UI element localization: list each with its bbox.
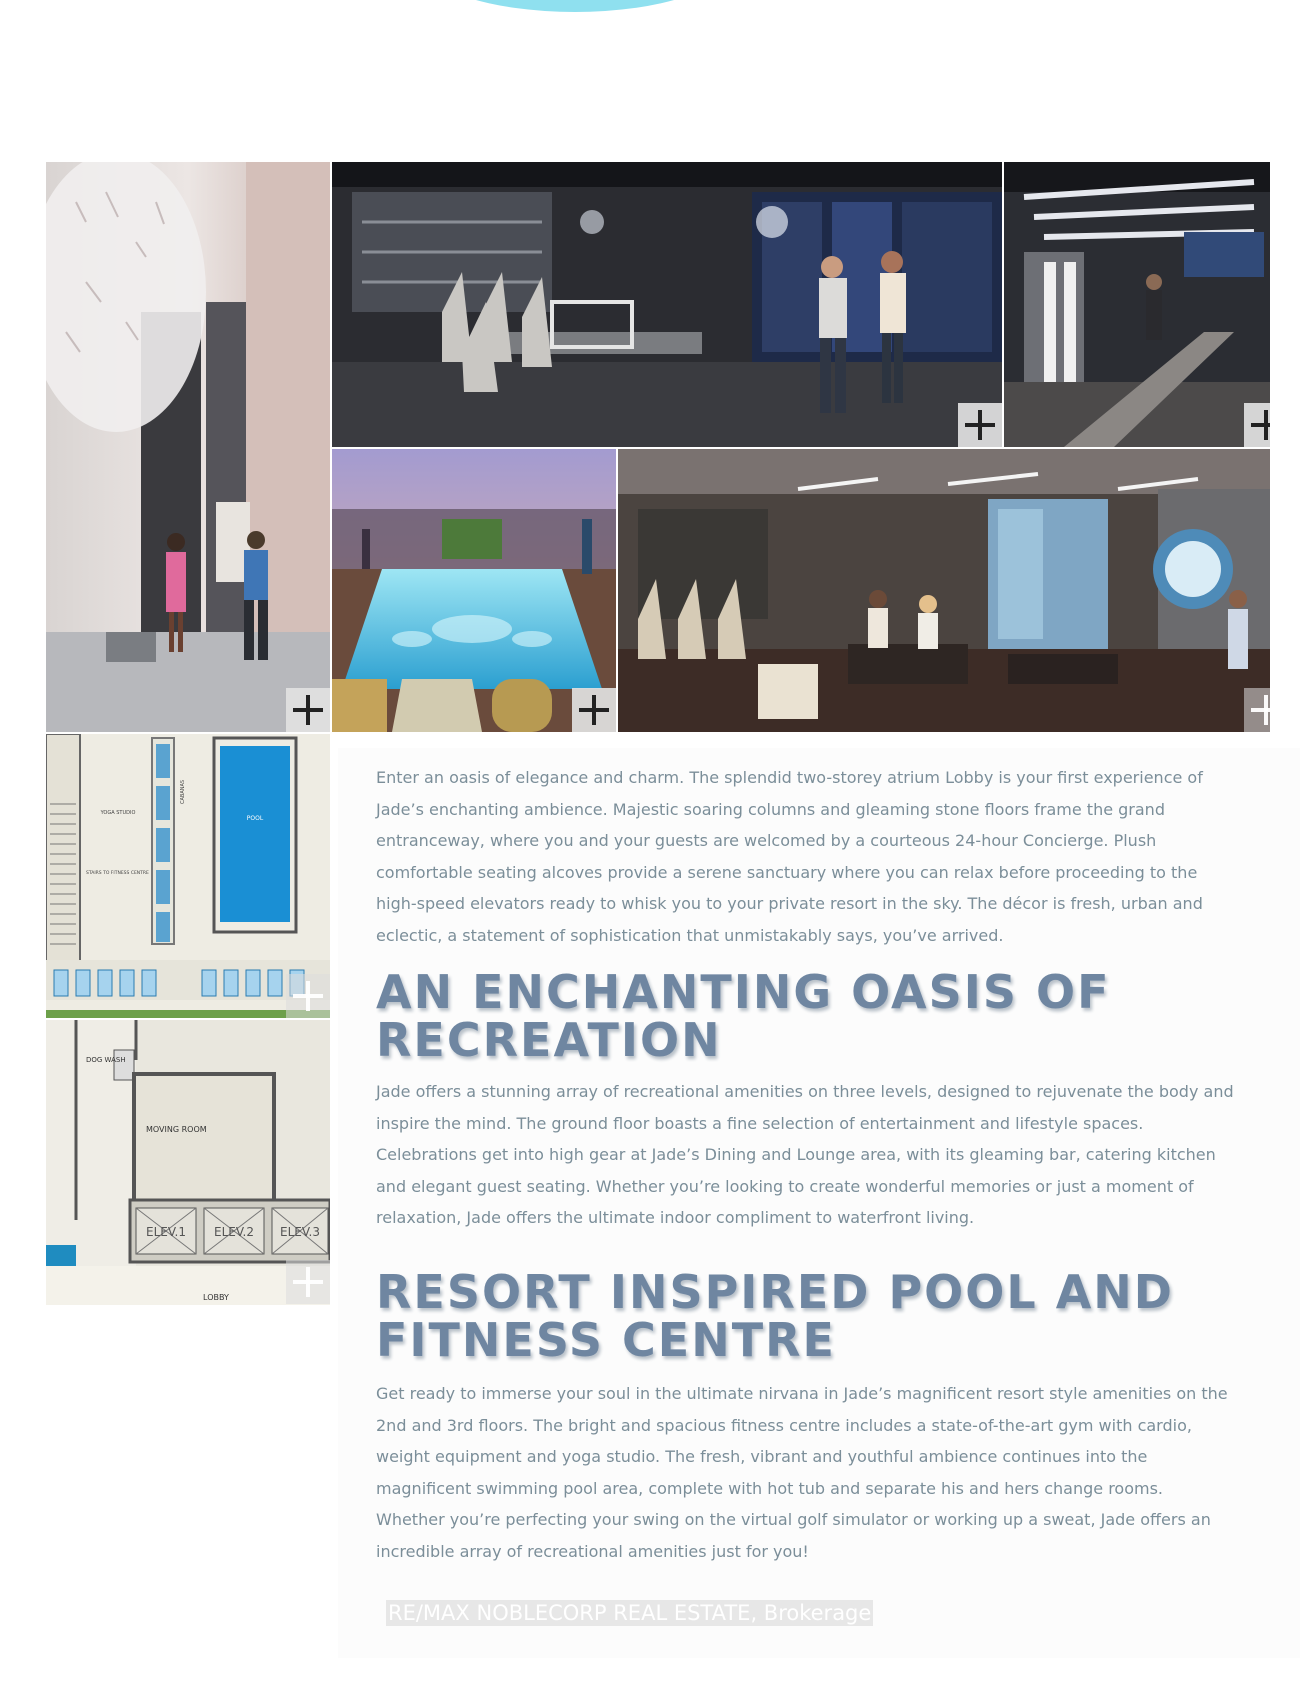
heading-enchanting-oasis: AN ENCHANTING OASIS OF RECREATION	[376, 965, 1111, 1067]
expand-photo-button[interactable]	[286, 974, 330, 1018]
floorplan-lobby-level[interactable]	[46, 1020, 330, 1305]
floorplan-label-cabana: CABANAS	[180, 779, 186, 804]
expand-photo-button[interactable]	[286, 1260, 330, 1304]
floorplan-label-dog-wash: DOG WASH	[86, 1056, 126, 1064]
heading-pool-fitness: RESORT INSPIRED POOL AND FITNESS CENTRE	[376, 1265, 1174, 1367]
floorplan-label-elev-3: ELEV.3	[280, 1225, 320, 1239]
floorplan-label-yoga: YOGA STUDIO	[100, 810, 136, 816]
intro-paragraph: Enter an oasis of elegance and charm. The splendid two-storey atrium Lobby is your first experience of Jade’s enchanting ambience. Majestic soaring columns and gleaming stone floors frame the grand entranceway, where you and your guests are welcomed by a courteous 24-hour Concierge. Plush comfortable seating alcoves provide a serene sanctuary where you can relax before proceeding to the high-speed elevators ready to whisk you to your private resort in the sky. The décor is fresh, urban and eclectic, a statement of sophistication that unmistakably says, you’ve arrived.	[376, 768, 1203, 945]
photo-party-lounge[interactable]	[618, 449, 1270, 732]
expand-photo-button[interactable]	[1244, 688, 1270, 732]
recreation-paragraph: Jade offers a stunning array of recreational amenities on three levels, designed to rejuvenate the body and inspire the mind. The ground floor boasts a fine selection of entertainment and lifestyle spaces. Celebrations get into high gear at Jade’s Dining and Lounge area, with its gleaming bar, catering kitchen and elegant guest seating. Whether you’re looking to create wonderful memories or just a moment of relaxation, Jade offers the ultimate indoor compliment to waterfront living.	[376, 1082, 1234, 1227]
amenities-content	[338, 748, 1300, 1658]
photo-fitness-gym[interactable]	[1004, 162, 1270, 447]
photo-dining-lounge[interactable]	[332, 162, 1002, 447]
floorplan-label-elev-2: ELEV.2	[214, 1225, 254, 1239]
floorplan-label-elev-1: ELEV.1	[146, 1225, 186, 1239]
floorplan-label-stairs: STAIRS TO FITNESS CENTRE	[86, 871, 149, 876]
floorplan-pool-level[interactable]	[46, 734, 330, 1018]
photo-lobby-atrium[interactable]	[46, 162, 330, 732]
floorplan-label-lobby: LOBBY	[203, 1293, 229, 1302]
pool-fitness-paragraph: Get ready to immerse your soul in the ultimate nirvana in Jade’s magnificent resort style amenities on the 2nd and 3rd floors. The bright and spacious fitness centre includes a state-of-the-art gym with cardio, weight equipment and yoga studio. The fresh, vibrant and youthful ambience continues into the magnificent swimming pool area, complete with hot tub and separate his and hers change rooms. Whether you’re perfecting your swing on the virtual golf simulator or working up a sweat, Jade offers an incredible array of recreational amenities just for you!	[376, 1384, 1228, 1561]
photo-rooftop-pool[interactable]	[332, 449, 616, 732]
floorplan-label-moving-room: MOVING ROOM	[146, 1125, 207, 1134]
floorplan-label-pool: POOL	[246, 815, 264, 822]
header-arc-decoration	[420, 0, 730, 12]
expand-photo-button[interactable]	[958, 403, 1002, 447]
expand-photo-button[interactable]	[1244, 403, 1270, 447]
brokerage-footer: RE/MAX NOBLECORP REAL ESTATE, Brokerage	[388, 1601, 872, 1625]
expand-photo-button[interactable]	[572, 688, 616, 732]
expand-photo-button[interactable]	[286, 688, 330, 732]
